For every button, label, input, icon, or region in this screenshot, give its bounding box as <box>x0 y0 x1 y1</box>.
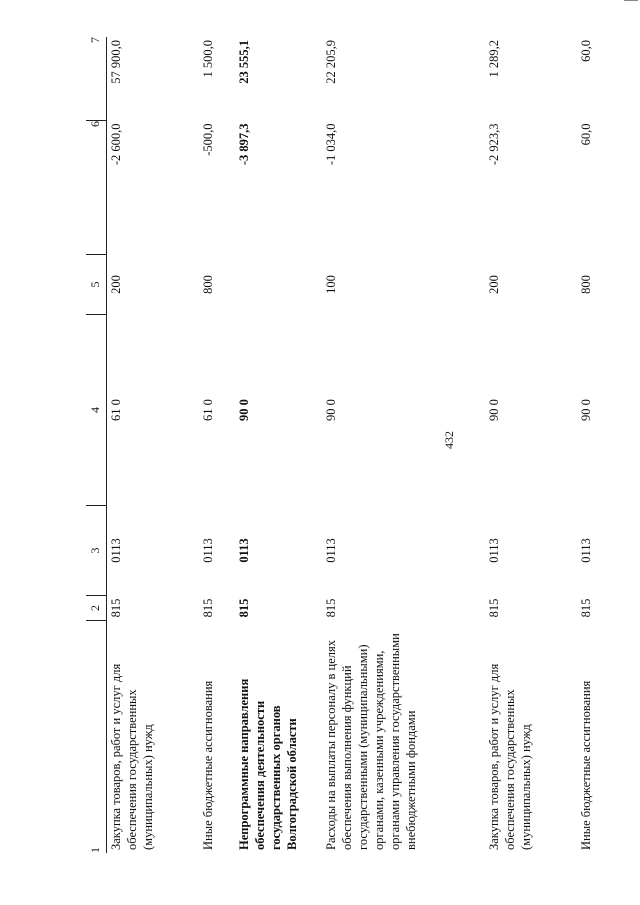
scan-edge-mark <box>624 0 638 1</box>
row-vr: 100 <box>324 275 338 294</box>
row-total: 23 555,1 <box>237 40 251 84</box>
row-total: 1 289,2 <box>487 40 501 78</box>
table-row <box>323 37 486 853</box>
header-col-4: 4 <box>86 315 107 506</box>
row-section: 0113 <box>109 538 123 563</box>
header-col-5: 5 <box>86 255 107 315</box>
row-name: Расходы на выплаты персоналу в целях обеспечения выполнения функций государственными (муниципальными) органами, казенными учреждениями, органами управления государственными внебюджетными фондами <box>324 633 418 850</box>
header-col-3: 3 <box>86 506 107 596</box>
row-grbs: 815 <box>324 598 338 618</box>
row-section: 0113 <box>201 538 215 563</box>
row-vr: 800 <box>201 275 215 294</box>
row-name: Непрограммные направления обеспечения деятельности государственных органов Волгоградской области <box>237 678 299 850</box>
row-total: 57 900,0 <box>109 40 123 84</box>
row-target: 61 0 <box>201 399 215 421</box>
row-target: 90 0 <box>324 399 338 421</box>
row-total: 1 500,0 <box>201 40 215 78</box>
row-change: -3 897,3 <box>237 123 251 166</box>
row-vr: 800 <box>579 275 593 294</box>
header-col-6: 6 <box>86 121 107 255</box>
row-vr: 200 <box>487 275 501 294</box>
row-total: 22 205,9 <box>324 40 338 84</box>
row-name: Иные бюджетные ассигнования <box>579 680 593 850</box>
header-col-1: 1 <box>86 621 107 854</box>
table-row <box>486 37 578 853</box>
row-grbs: 815 <box>487 598 501 618</box>
row-grbs: 815 <box>237 598 251 618</box>
table-row-bold <box>236 37 323 853</box>
header-col-2: 2 <box>86 596 107 621</box>
row-section: 0113 <box>237 538 251 563</box>
row-vr: 200 <box>109 275 123 294</box>
row-vr <box>236 255 323 315</box>
row-target: 90 0 <box>237 399 251 421</box>
row-target: 61 0 <box>109 399 123 421</box>
table-row <box>578 37 608 853</box>
row-name: Закупка товаров, работ и услуг для обеспечения государственных (муниципальных) нужд <box>487 663 533 850</box>
row-grbs: 815 <box>579 598 593 618</box>
row-change: -1 034,0 <box>324 123 338 166</box>
row-grbs: 815 <box>109 598 123 618</box>
row-name: Иные бюджетные ассигнования <box>201 680 215 850</box>
row-name: Закупка товаров, работ и услуг для обеспечения государственных (муниципальных) нужд <box>109 663 155 850</box>
row-target: 90 0 <box>579 399 593 421</box>
header-row <box>86 37 107 853</box>
row-section: 0113 <box>579 538 593 563</box>
table-row <box>200 37 236 853</box>
row-target: 90 0 <box>487 399 501 421</box>
table-row <box>107 37 201 853</box>
rotated-table-container <box>86 37 626 853</box>
row-grbs: 815 <box>201 598 215 618</box>
row-change: 60,0 <box>579 123 593 146</box>
row-section: 0113 <box>487 538 501 563</box>
page-number: 432 <box>442 431 456 449</box>
row-total: 60,0 <box>579 40 593 62</box>
row-change: -500,0 <box>201 123 215 156</box>
row-change: -2 923,3 <box>487 123 501 166</box>
row-section: 0113 <box>324 538 338 563</box>
row-change: -2 600,0 <box>109 123 123 166</box>
budget-table <box>86 37 608 853</box>
header-col-7: 7 <box>86 37 107 121</box>
